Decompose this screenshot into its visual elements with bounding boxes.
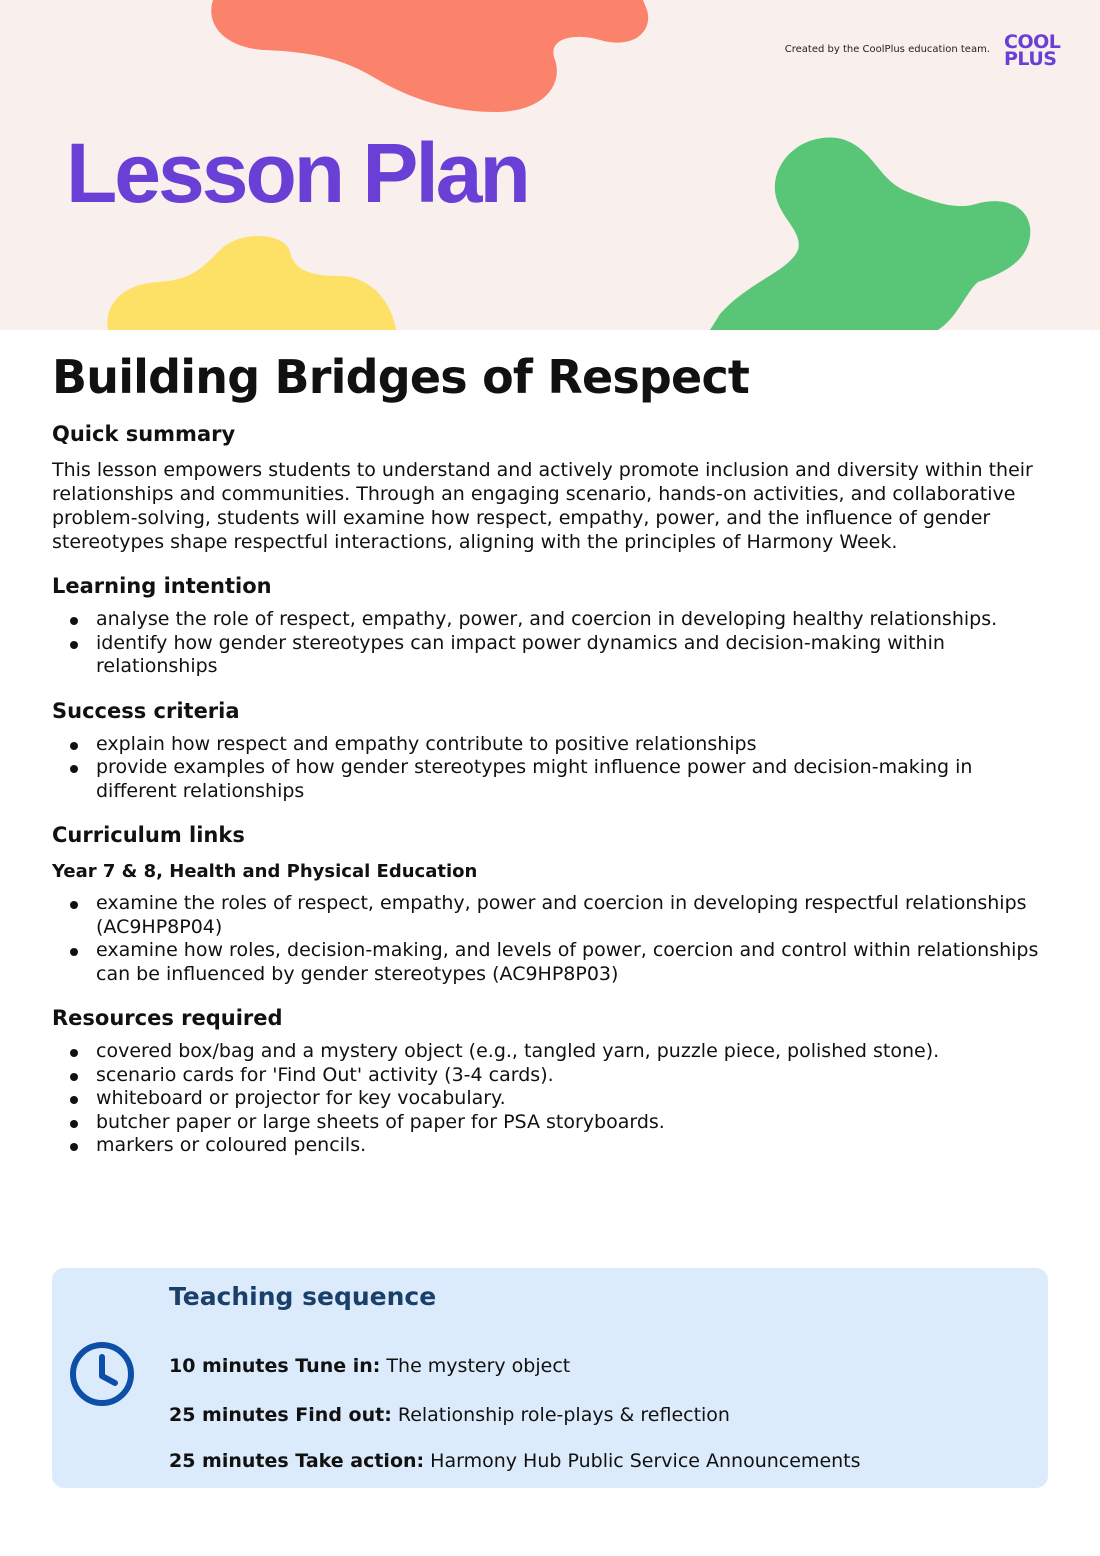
list-item: covered box/bag and a mystery object (e.g., tangled yarn, puzzle piece, polished stone). bbox=[52, 1040, 1052, 1064]
list-item: whiteboard or projector for key vocabulary. bbox=[52, 1087, 1052, 1111]
clock-icon bbox=[68, 1340, 136, 1408]
list-item: explain how respect and empathy contribute to positive relationships bbox=[52, 733, 1052, 757]
sequence-step bbox=[169, 1354, 570, 1378]
resources-heading: Resources required bbox=[52, 1006, 283, 1030]
sequence-step bbox=[169, 1403, 730, 1427]
step-label: 10 minutes Tune in: bbox=[169, 1355, 381, 1377]
quick-summary-text: This lesson empowers students to understand and actively promote inclusion and diversity within their relationships and communities. Through an engaging scenario, hands-on activities, and collaborative problem-solving, students will examine how respect, empathy, power, and the influence of gender stereotypes shape respectful interactions, aligning with the principles of Harmony Week. bbox=[52, 459, 1033, 553]
step-label: 25 minutes Take action: bbox=[169, 1450, 425, 1472]
list-item: examine how roles, decision-making, and levels of power, coercion and control within relationships can be influenced by gender stereotypes (AC9HP8P03) bbox=[52, 939, 1052, 986]
list-item: scenario cards for 'Find Out' activity (3-4 cards). bbox=[52, 1064, 1052, 1088]
curriculum-links-list bbox=[52, 892, 1052, 986]
list-item: identify how gender stereotypes can impact power dynamics and decision-making within relationships bbox=[52, 632, 1052, 679]
lesson-content bbox=[52, 350, 1052, 1158]
step-text: The mystery object bbox=[380, 1355, 571, 1377]
list-item: markers or coloured pencils. bbox=[52, 1134, 1052, 1158]
yellow-blob-decoration bbox=[100, 232, 400, 330]
coolplus-logo bbox=[1004, 31, 1068, 70]
quick-summary-heading: Quick summary bbox=[52, 422, 236, 446]
credit-text: Created by the CoolPlus education team. bbox=[784, 44, 990, 55]
success-criteria-heading: Success criteria bbox=[52, 698, 240, 723]
green-blob-decoration bbox=[708, 132, 1038, 330]
curriculum-links-heading: Curriculum links bbox=[52, 823, 245, 847]
success-criteria-list bbox=[52, 733, 1052, 804]
learning-intention-heading: Learning intention bbox=[52, 574, 272, 598]
list-item: provide examples of how gender stereotypes might influence power and decision-making in different relationships bbox=[52, 756, 1052, 803]
curriculum-subheading: Year 7 & 8, Health and Physical Education bbox=[52, 861, 478, 882]
list-item: examine the roles of respect, empathy, power and coercion in developing respectful relationships (AC9HP8P04) bbox=[52, 892, 1052, 939]
step-text: Relationship role-plays & reflection bbox=[391, 1404, 730, 1426]
list-item: butcher paper or large sheets of paper for PSA storyboards. bbox=[52, 1111, 1052, 1135]
sequence-step bbox=[169, 1449, 861, 1473]
logo-line-2: PLUS bbox=[1004, 48, 1057, 70]
teaching-sequence-heading: Teaching sequence bbox=[169, 1282, 437, 1311]
resources-list bbox=[52, 1040, 1052, 1158]
step-label: 25 minutes Find out: bbox=[169, 1404, 392, 1426]
page-heading: Lesson Plan bbox=[66, 126, 528, 220]
step-text: Harmony Hub Public Service Announcements bbox=[424, 1450, 861, 1472]
list-item: analyse the role of respect, empathy, power, and coercion in developing healthy relationships. bbox=[52, 608, 1052, 632]
teaching-sequence-box bbox=[52, 1268, 1048, 1488]
logo-line-1: COOL bbox=[1004, 31, 1061, 53]
lesson-title: Building Bridges of Respect bbox=[52, 350, 750, 404]
header-banner bbox=[0, 0, 1100, 330]
learning-intention-list bbox=[52, 608, 1052, 679]
coral-blob-decoration bbox=[195, 0, 655, 140]
